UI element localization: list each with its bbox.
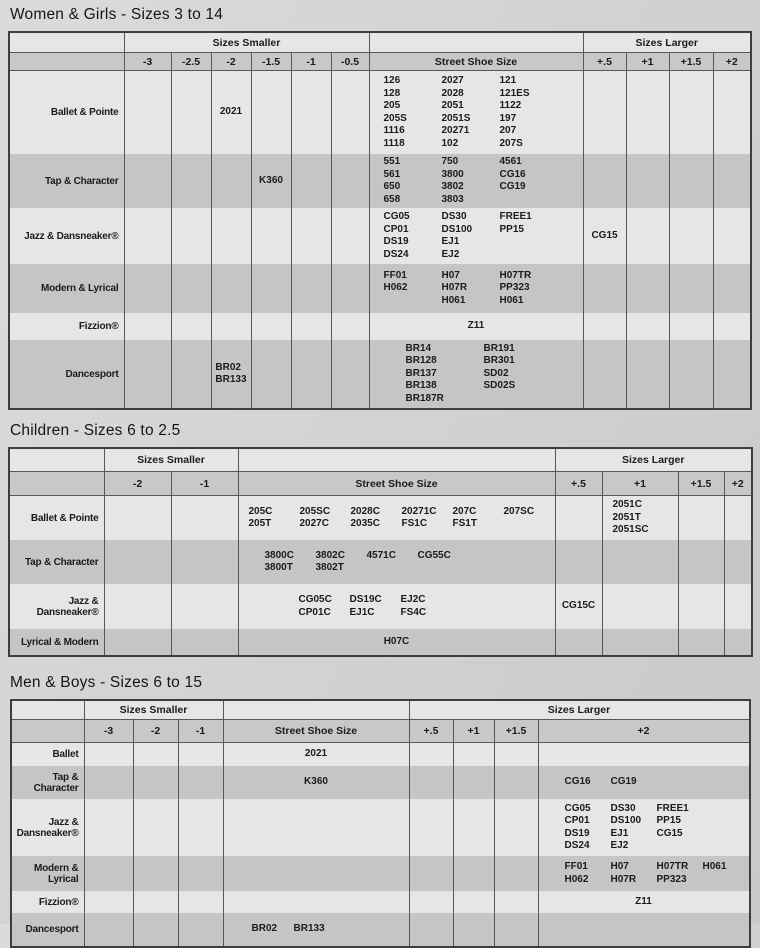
row-label: Dancesport <box>65 368 119 380</box>
women-dancesport-row <box>9 340 751 409</box>
empty-cell <box>409 856 453 891</box>
empty-cell <box>238 448 555 472</box>
children-ballet-row <box>9 496 752 541</box>
men-fizzion-plus2-cell <box>538 891 750 913</box>
size-col-header: +.5 <box>409 720 453 743</box>
row-label: Ballet & Pointe <box>30 512 99 524</box>
model-numbers: 126 128 205 205S 1116 1118 2027 2028 2051 2051S 20271 102 121 121ES 1122 197 207 207S <box>383 75 530 149</box>
model-numbers: CG16 CG19 <box>564 776 637 788</box>
row-label: Lyrical & Modern <box>20 636 99 648</box>
size-col-header: +.5 <box>583 53 626 71</box>
empty-cell <box>124 208 171 264</box>
men-size-labels-row <box>11 720 750 743</box>
empty-cell <box>171 584 238 629</box>
empty-cell <box>124 340 171 409</box>
men-ballet-street-cell <box>223 743 409 767</box>
empty-cell <box>602 584 678 629</box>
row-label: Jazz & Dansneaker® <box>16 816 79 839</box>
model-numbers: CG05 CP01 DS19 DS24 DS30 DS100 EJ1 EJ2 FREE1 PP15 CG15 <box>564 802 689 851</box>
row-label: Fizzion® <box>38 896 79 908</box>
children-lyrical-row <box>9 629 752 656</box>
row-label: Jazz & Dansneaker® <box>36 595 99 618</box>
empty-cell <box>494 913 538 947</box>
women-ballet-row <box>9 71 751 155</box>
women-fizzion-street-cell <box>369 313 583 340</box>
empty-cell <box>331 154 369 208</box>
men-table-title: Men & Boys - Sizes 6 to 15 <box>10 674 203 691</box>
empty-cell <box>9 472 104 496</box>
empty-cell <box>602 629 678 656</box>
empty-cell <box>369 32 583 53</box>
empty-cell <box>11 720 84 743</box>
women-tap-street-cell <box>369 154 583 208</box>
empty-cell <box>669 264 713 313</box>
empty-cell <box>133 913 178 947</box>
empty-cell <box>211 313 251 340</box>
empty-cell <box>331 313 369 340</box>
model-numbers: CG05C CP01C DS19C EJ1C EJ2C FS4C <box>298 594 427 618</box>
empty-cell <box>84 856 133 891</box>
empty-cell <box>291 208 331 264</box>
row-label: Jazz & Dansneaker® <box>24 230 119 242</box>
empty-cell <box>223 891 409 913</box>
empty-cell <box>84 799 133 856</box>
empty-cell <box>291 313 331 340</box>
model-numbers: K360 <box>259 174 283 186</box>
size-col-header: +.5 <box>555 472 602 496</box>
empty-cell <box>669 154 713 208</box>
empty-cell <box>171 71 211 155</box>
size-col-header: -0.5 <box>331 53 369 71</box>
children-table-title: Children - Sizes 6 to 2.5 <box>10 422 181 439</box>
empty-cell <box>171 340 211 409</box>
empty-cell <box>713 313 751 340</box>
children-jazz-row <box>9 584 752 629</box>
empty-cell <box>409 913 453 947</box>
men-modern-plus2-cell <box>538 856 750 891</box>
model-numbers: 551 561 650 658 750 3800 3802 3803 4561 CG16 CG19 <box>383 156 526 205</box>
women-fizzion-row <box>9 313 751 340</box>
women-table-title: Women & Girls - Sizes 3 to 14 <box>10 6 224 23</box>
empty-cell <box>555 540 602 584</box>
empty-cell <box>583 264 626 313</box>
model-numbers: BR14 BR128 BR137 BR138 BR187R BR191 BR301 SD02 SD02S <box>405 342 516 404</box>
empty-cell <box>453 766 494 799</box>
empty-cell <box>84 743 133 767</box>
women-dancesport-minus2-cell <box>211 340 251 409</box>
empty-cell <box>583 313 626 340</box>
children-jazz-street-cell <box>238 584 555 629</box>
empty-cell <box>171 496 238 541</box>
empty-cell <box>124 264 171 313</box>
women-ballet-minus2-cell <box>211 71 251 155</box>
empty-cell <box>626 313 669 340</box>
empty-cell <box>724 540 752 584</box>
empty-cell <box>669 313 713 340</box>
women-jazz-street-cell <box>369 208 583 264</box>
women-modern-row <box>9 264 751 313</box>
empty-cell <box>171 264 211 313</box>
empty-cell <box>453 743 494 767</box>
children-lyrical-street-cell <box>238 629 555 656</box>
sizes-larger-header: Sizes Larger <box>555 448 752 472</box>
men-fizzion-row <box>11 891 750 913</box>
empty-cell <box>211 154 251 208</box>
empty-cell <box>104 540 171 584</box>
women-modern-street-cell <box>369 264 583 313</box>
women-ballet-street-cell <box>369 71 583 155</box>
men-ballet-row <box>11 743 750 767</box>
women-girls-section <box>0 0 760 410</box>
row-label: Modern & Lyrical <box>33 862 79 885</box>
empty-cell <box>555 629 602 656</box>
children-tap-street-cell <box>238 540 555 584</box>
children-ballet-street-cell <box>238 496 555 541</box>
size-col-header: +1.5 <box>669 53 713 71</box>
sizes-smaller-header: Sizes Smaller <box>104 448 238 472</box>
empty-cell <box>291 264 331 313</box>
size-col-header: +2 <box>538 720 750 743</box>
model-numbers: K360 <box>304 776 328 788</box>
empty-cell <box>678 496 724 541</box>
row-label: Modern & Lyrical <box>40 283 119 294</box>
empty-cell <box>84 766 133 799</box>
empty-cell <box>133 856 178 891</box>
men-size-chart <box>10 699 751 948</box>
size-col-header: +1.5 <box>678 472 724 496</box>
empty-cell <box>678 584 724 629</box>
empty-cell <box>9 448 104 472</box>
size-col-header: -1 <box>178 720 223 743</box>
children-ballet-plus1-cell <box>602 496 678 541</box>
empty-cell <box>538 743 750 767</box>
model-numbers: BR02 BR133 <box>215 361 247 385</box>
children-header-band-row <box>9 448 752 472</box>
empty-cell <box>678 629 724 656</box>
empty-cell <box>724 584 752 629</box>
empty-cell <box>583 71 626 155</box>
sizes-larger-header: Sizes Larger <box>409 700 750 720</box>
empty-cell <box>211 264 251 313</box>
men-dancesport-row <box>11 913 750 947</box>
empty-cell <box>171 313 211 340</box>
empty-cell <box>453 799 494 856</box>
model-numbers: CG05 CP01 DS19 DS24 DS30 DS100 EJ1 EJ2 FREE1 PP15 <box>383 211 532 260</box>
size-col-header: -2 <box>104 472 171 496</box>
size-col-header: -1 <box>291 53 331 71</box>
empty-cell <box>178 891 223 913</box>
men-tap-street-cell <box>223 766 409 799</box>
model-numbers: 2021 <box>219 106 243 118</box>
sizes-smaller-header: Sizes Smaller <box>84 700 223 720</box>
empty-cell <box>494 766 538 799</box>
empty-cell <box>84 913 133 947</box>
women-header-band-row <box>9 32 751 53</box>
empty-cell <box>133 891 178 913</box>
empty-cell <box>251 71 291 155</box>
sizes-smaller-header: Sizes Smaller <box>124 32 369 53</box>
men-tap-plus2-cell <box>538 766 750 799</box>
size-col-header: -3 <box>124 53 171 71</box>
women-jazz-plus05-cell <box>583 208 626 264</box>
empty-cell <box>291 340 331 409</box>
empty-cell <box>104 496 171 541</box>
empty-cell <box>251 264 291 313</box>
empty-cell <box>171 629 238 656</box>
size-col-header: +1 <box>602 472 678 496</box>
row-label: Dancesport <box>25 924 79 935</box>
row-label: Ballet <box>52 749 79 760</box>
empty-cell <box>626 71 669 155</box>
empty-cell <box>291 154 331 208</box>
empty-cell <box>331 71 369 155</box>
empty-cell <box>713 264 751 313</box>
empty-cell <box>104 629 171 656</box>
size-col-header: +1.5 <box>494 720 538 743</box>
women-size-labels-row <box>9 53 751 71</box>
empty-cell <box>251 208 291 264</box>
children-section <box>0 410 760 657</box>
empty-cell <box>133 799 178 856</box>
size-col-header: +2 <box>713 53 751 71</box>
row-label: Tap & Character <box>24 556 99 568</box>
empty-cell <box>626 264 669 313</box>
empty-cell <box>453 891 494 913</box>
size-col-header: -2.5 <box>171 53 211 71</box>
empty-cell <box>133 743 178 767</box>
model-numbers: H07C <box>383 635 410 647</box>
empty-cell <box>291 71 331 155</box>
men-tap-row <box>11 766 750 799</box>
empty-cell <box>669 71 713 155</box>
empty-cell <box>626 208 669 264</box>
empty-cell <box>251 313 291 340</box>
model-numbers: CG15 <box>591 229 618 241</box>
men-modern-row <box>11 856 750 891</box>
empty-cell <box>583 340 626 409</box>
empty-cell <box>494 891 538 913</box>
men-dancesport-street-cell <box>223 913 409 947</box>
model-numbers: 2051C 2051T 2051SC <box>612 499 649 536</box>
empty-cell <box>223 700 409 720</box>
empty-cell <box>124 71 171 155</box>
empty-cell <box>331 264 369 313</box>
size-col-header: +2 <box>724 472 752 496</box>
model-numbers: BR02 BR133 <box>251 923 325 935</box>
model-numbers: 2021 <box>304 748 328 760</box>
empty-cell <box>9 32 124 53</box>
empty-cell <box>713 71 751 155</box>
men-jazz-row <box>11 799 750 856</box>
street-shoe-size-header: Street Shoe Size <box>223 720 409 743</box>
empty-cell <box>602 540 678 584</box>
empty-cell <box>104 584 171 629</box>
empty-cell <box>494 856 538 891</box>
model-numbers: 205C 205T 205SC 2027C 2028C 2035C 20271C FS1C 207C FS1T 207SC <box>248 505 535 529</box>
empty-cell <box>133 766 178 799</box>
row-label: Fizzion® <box>78 321 119 332</box>
empty-cell <box>251 340 291 409</box>
empty-cell <box>626 340 669 409</box>
empty-cell <box>124 313 171 340</box>
children-tap-row <box>9 540 752 584</box>
size-col-header: -3 <box>84 720 133 743</box>
empty-cell <box>11 700 84 720</box>
women-tap-minus15-cell <box>251 154 291 208</box>
men-jazz-plus2-cell <box>538 799 750 856</box>
size-col-header: -1.5 <box>251 53 291 71</box>
empty-cell <box>171 208 211 264</box>
empty-cell <box>178 913 223 947</box>
model-numbers: FF01 H062 H07 H07R H07TR PP323 H061 <box>564 861 727 885</box>
men-boys-section <box>0 657 760 948</box>
empty-cell <box>626 154 669 208</box>
empty-cell <box>678 540 724 584</box>
model-numbers: 3800C 3800T 3802C 3802T 4571C CG55C <box>264 549 451 573</box>
empty-cell <box>409 766 453 799</box>
model-numbers: Z11 <box>635 895 652 907</box>
size-col-header: +1 <box>453 720 494 743</box>
empty-cell <box>331 340 369 409</box>
children-size-chart <box>8 447 753 657</box>
empty-cell <box>178 856 223 891</box>
empty-cell <box>124 154 171 208</box>
women-size-chart <box>8 31 752 410</box>
empty-cell <box>409 743 453 767</box>
empty-cell <box>494 743 538 767</box>
row-label: Tap & Character <box>33 771 79 794</box>
street-shoe-size-header: Street Shoe Size <box>369 53 583 71</box>
empty-cell <box>583 154 626 208</box>
empty-cell <box>331 208 369 264</box>
children-jazz-plus05-cell <box>555 584 602 629</box>
empty-cell <box>555 496 602 541</box>
empty-cell <box>84 891 133 913</box>
empty-cell <box>9 53 124 71</box>
empty-cell <box>724 629 752 656</box>
empty-cell <box>211 208 251 264</box>
empty-cell <box>409 891 453 913</box>
sizes-larger-header: Sizes Larger <box>583 32 751 53</box>
empty-cell <box>178 766 223 799</box>
size-col-header: -2 <box>211 53 251 71</box>
street-shoe-size-header: Street Shoe Size <box>238 472 555 496</box>
row-label: Tap & Character <box>44 175 119 187</box>
women-dancesport-street-cell <box>369 340 583 409</box>
empty-cell <box>724 496 752 541</box>
size-col-header: +1 <box>626 53 669 71</box>
row-label: Ballet & Pointe <box>50 107 119 118</box>
empty-cell <box>223 856 409 891</box>
empty-cell <box>453 856 494 891</box>
empty-cell <box>669 208 713 264</box>
size-col-header: -1 <box>171 472 238 496</box>
men-header-band-row <box>11 700 750 720</box>
empty-cell <box>171 154 211 208</box>
empty-cell <box>494 799 538 856</box>
empty-cell <box>453 913 494 947</box>
model-numbers: Z11 <box>467 320 485 332</box>
children-size-labels-row <box>9 472 752 496</box>
women-jazz-row <box>9 208 751 264</box>
model-numbers: FF01 H062 H07 H07R H061 H07TR PP323 H061 <box>383 269 532 306</box>
empty-cell <box>713 208 751 264</box>
empty-cell <box>171 540 238 584</box>
empty-cell <box>223 799 409 856</box>
model-numbers: CG15C <box>561 600 596 612</box>
size-col-header: -2 <box>133 720 178 743</box>
empty-cell <box>713 154 751 208</box>
empty-cell <box>178 743 223 767</box>
empty-cell <box>669 340 713 409</box>
empty-cell <box>178 799 223 856</box>
empty-cell <box>409 799 453 856</box>
empty-cell <box>538 913 750 947</box>
women-tap-row <box>9 154 751 208</box>
empty-cell <box>713 340 751 409</box>
